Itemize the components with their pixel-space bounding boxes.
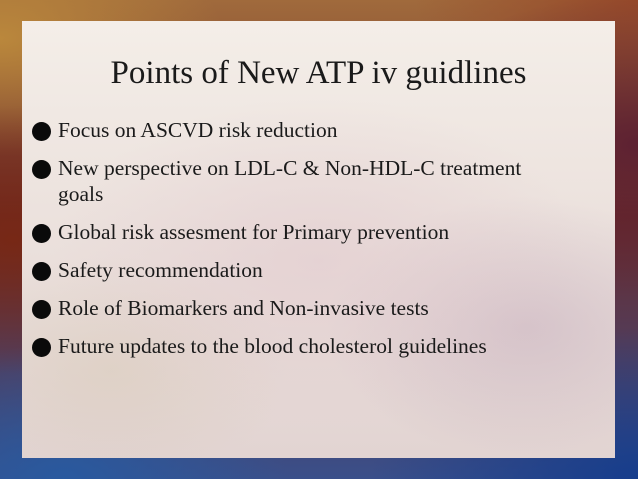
slide-panel [22, 21, 615, 458]
bullet-dot-icon [32, 122, 51, 141]
bullet-dot-icon [32, 338, 51, 357]
bullet-dot-icon [32, 224, 51, 243]
bullet-text: Focus on ASCVD risk reduction [58, 118, 338, 142]
bullet-dot-icon [32, 160, 51, 179]
bullet-list [32, 117, 610, 371]
bullet-text: New perspective on LDL-C & Non-HDL-C treatment goals [58, 156, 522, 206]
bullet-item [32, 117, 610, 143]
bullet-text: Role of Biomarkers and Non-invasive tests [58, 296, 429, 320]
bullet-item [32, 155, 610, 207]
bullet-text: Global risk assesment for Primary prevention [58, 220, 450, 244]
bullet-dot-icon [32, 262, 51, 281]
bullet-item [32, 295, 610, 321]
slide-title: Points of New ATP iv guidlines [110, 55, 527, 91]
bullet-item [32, 257, 610, 283]
bullet-text: Future updates to the blood cholesterol guidelines [58, 334, 487, 358]
bullet-text: Safety recommendation [58, 258, 263, 282]
bullet-dot-icon [32, 300, 51, 319]
bullet-item [32, 219, 610, 245]
bullet-item [32, 333, 610, 359]
